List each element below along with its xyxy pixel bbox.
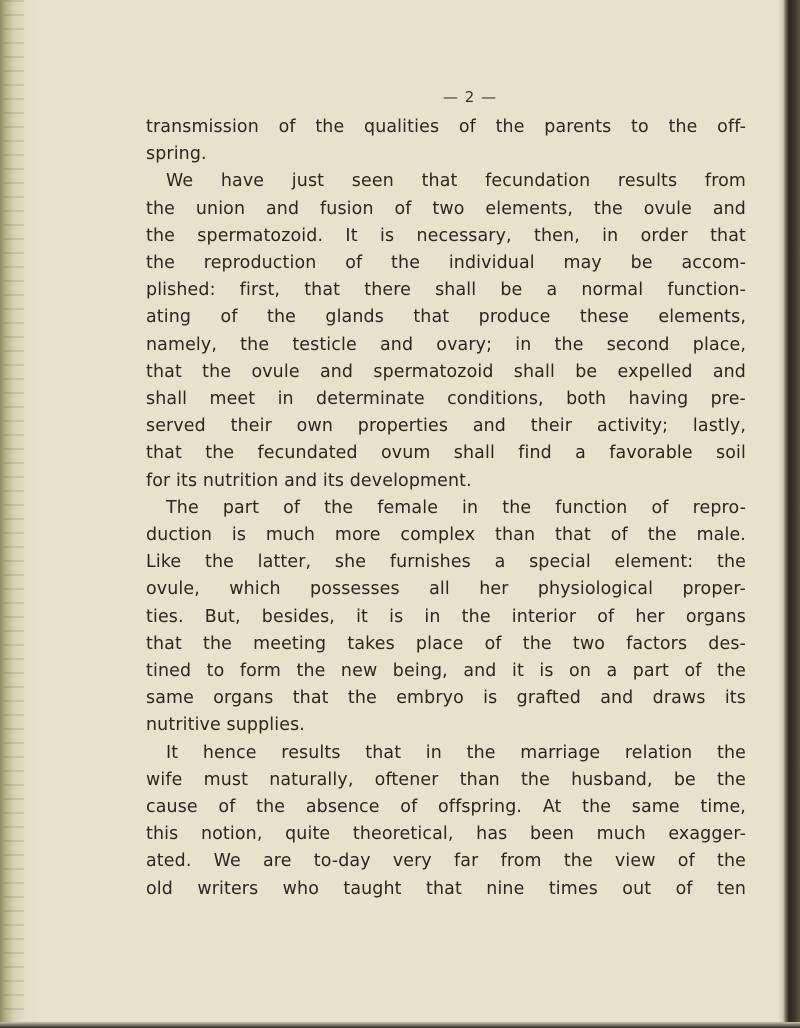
text-line: same organs that the embryo is grafted and draws its (146, 688, 746, 709)
text-line: nutritive supplies. (146, 715, 305, 736)
text-line: the reproduction of the individual may be accom- (146, 253, 746, 274)
text-line: It hence results that in the marriage relation the (166, 742, 746, 763)
page-bottom-edge (0, 1022, 800, 1028)
text-line: cause of the absence of offspring. At the same time, (146, 797, 746, 818)
text-line: the union and fusion of two elements, the ovule and (146, 198, 746, 219)
text-line: plished: first, that there shall be a normal function- (146, 280, 746, 301)
text-line: tined to form the new being, and it is on a part of the (146, 661, 746, 682)
text-line: this notion, quite theoretical, has been much exagger- (146, 824, 746, 845)
text-line: Like the latter, she furnishes a special element: the (146, 552, 746, 573)
text-line: the spermatozoid. It is necessary, then, in order that (146, 225, 746, 246)
text-line: ties. But, besides, it is in the interior of her organs (146, 606, 746, 627)
text-line: duction is much more complex than that of the male. (146, 525, 746, 546)
text-line: served their own properties and their activity; lastly, (146, 416, 746, 437)
text-line: that the meeting takes place of the two factors des- (146, 633, 746, 654)
text-line: The part of the female in the function of repro- (166, 497, 746, 518)
book-page (146, 88, 746, 903)
text-line: old writers who taught that nine times out of ten (146, 878, 746, 899)
text-line: spring. (146, 144, 207, 165)
page-right-edge (778, 0, 800, 1028)
text-line: wife must naturally, oftener than the husband, be the (146, 769, 746, 790)
text-line: transmission of the qualities of the parents to the off- (146, 117, 746, 137)
text-line: ovule, which possesses all her physiological proper- (146, 579, 746, 600)
text-line: namely, the testicle and ovary; in the second place, (146, 334, 746, 355)
binding-texture (4, 0, 24, 1028)
text-line: that the fecundated ovum shall find a favorable soil (146, 443, 746, 464)
text-line: We have just seen that fecundation results from (166, 171, 746, 192)
text-line: that the ovule and spermatozoid shall be expelled and (146, 361, 746, 382)
page-number: — 2 — (442, 88, 498, 106)
text-line: ated. We are to-day very far from the view of the (146, 851, 746, 872)
text-line: ating of the glands that produce these elements, (146, 307, 746, 328)
text-line: for its nutrition and its development. (146, 470, 472, 491)
body-text (146, 114, 746, 903)
text-line: shall meet in determinate conditions, both having pre- (146, 389, 746, 410)
